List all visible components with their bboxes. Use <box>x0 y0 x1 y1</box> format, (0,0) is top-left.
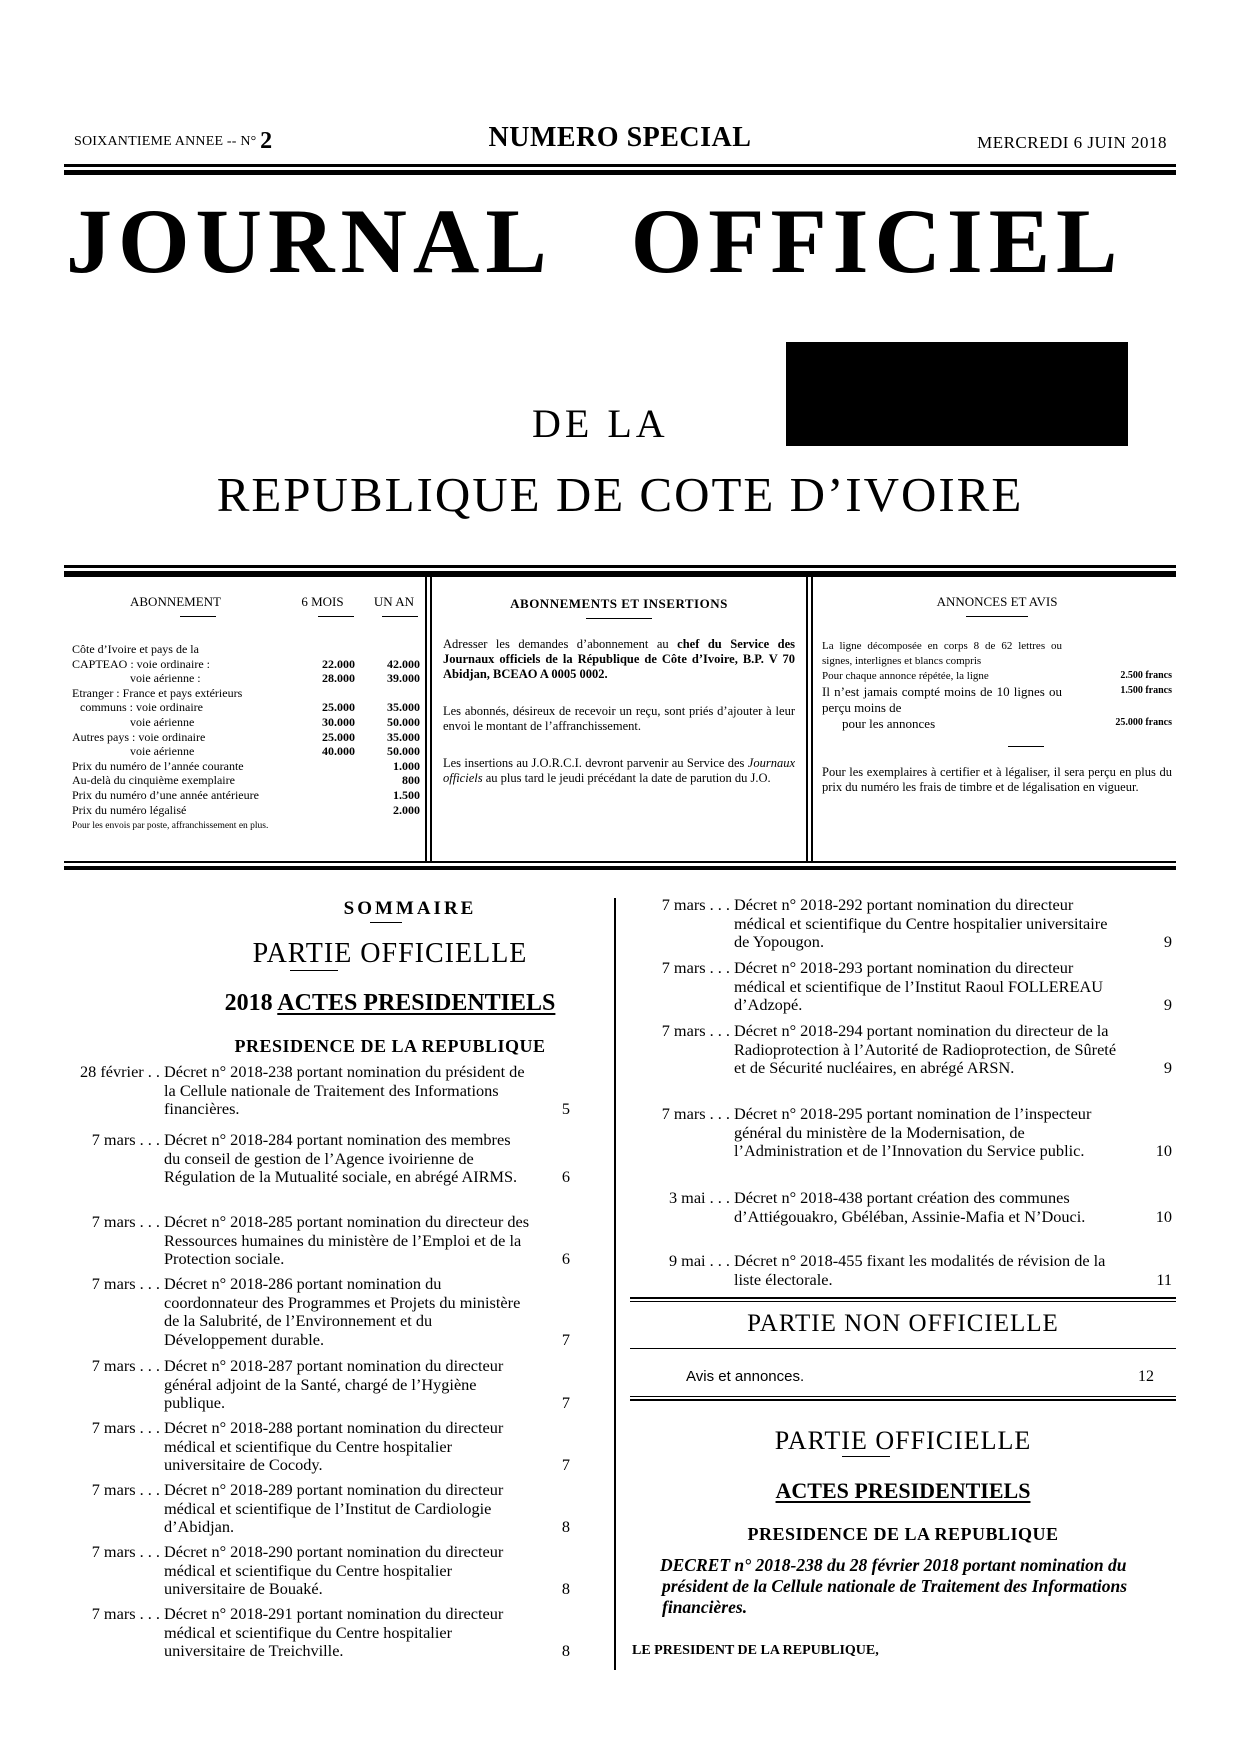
avis-page: 12 <box>1138 1368 1154 1385</box>
box-divider-1b <box>430 577 432 861</box>
abonnement-title: ABONNEMENT <box>130 594 221 609</box>
annonces-line-3-tail: pour les annonces <box>842 716 936 731</box>
price-row: Prix du numéro de l’année courante 1.000 <box>72 758 420 773</box>
toc-entry: 7 mars . . . Décret n° 2018-290 portant nomination du directeur médical et scientifique du Centre hospitalier universitaire de Bouaké. 8 <box>91 1542 570 1599</box>
insertions-p3: Les insertions au J.O.R.C.I. devront parvenir au Service des Journaux officiels au plus tard le jeudi précédant la date de parution du J.O. <box>443 756 795 785</box>
toc-entry: 7 mars . . . Décret n° 2018-294 portant nomination du directeur de la Radioprotection à l’Autorité de Radioprotection, de Sûreté et de Sécurité nucléaires, en abrégé ARSN. 9 <box>661 1021 1172 1078</box>
annonces-title: ANNONCES ET AVIS <box>936 594 1058 609</box>
toc-entry: 7 mars . . . Décret n° 2018-284 portant nomination des membres du conseil de gestion de l’Agence ivoirienne de Régulation de la Mutualité sociale, en abrégé AIRMS. 6 <box>91 1130 570 1187</box>
toc-entry: 7 mars . . . Décret n° 2018-287 portant nomination du directeur général adjoint de la Santé, chargé de l’Hygiène publique. 7 <box>91 1356 570 1413</box>
price-row: Prix du numéro d’une année antérieure 1.500 <box>72 787 420 802</box>
box-top-rule-thick <box>64 571 1176 577</box>
sommaire-presidence: PRESIDENCE DE LA REPUBLIQUE <box>234 1036 546 1056</box>
box-divider-2a <box>806 577 808 861</box>
annonces-line-3: Il n’est jamais compté moins de 10 lignes ou perçu moins de <box>822 684 1062 715</box>
rate-row: voie aérienne 40.000 50.000 <box>130 744 420 759</box>
annonces-price-2: 1.500 francs <box>1120 685 1172 696</box>
issue-date: MERCREDI 6 JUIN 2018 <box>977 133 1167 152</box>
toc-entry: 7 mars . . . Décret n° 2018-292 portant nomination du directeur médical et scientifique du Centre hospitalier universitaire de Yopougon. 9 <box>661 895 1172 952</box>
toc-entry: 7 mars . . . Décret n° 2018-293 portant nomination du directeur médical et scientifique de l’Institut Raoul FOLLEREAU d’Adzopé. 9 <box>661 958 1172 1015</box>
rate-row: Autres pays : voie ordinaire 25.000 35.000 <box>72 729 420 744</box>
body-partie-officielle: PARTIE OFFICIELLE <box>774 1426 1032 1455</box>
edition-label: NUMERO SPECIAL <box>488 122 752 153</box>
box-bottom-rule-thick <box>64 866 1176 870</box>
decree-title: DECRET n° 2018-238 du 28 février 2018 portant nomination du président de la Cellule nationale de Traitement des Informations financières. <box>660 1555 1128 1617</box>
toc-entry: 3 mai . . . Décret n° 2018-438 portant création des communes d’Attiégouakro, Gbéléban, Assinie-Mafia et N’Douci. 10 <box>668 1188 1172 1226</box>
abonnement-panel <box>72 594 420 834</box>
postal-note: Pour les envois par poste, affranchissement en plus. <box>72 821 269 832</box>
masthead-journal: JOURNAL <box>66 190 553 292</box>
decree-opening: LE PRESIDENT DE LA REPUBLIQUE, <box>632 1643 879 1658</box>
redaction-block <box>786 342 1128 446</box>
body-presidence: PRESIDENCE DE LA REPUBLIQUE <box>747 1524 1059 1544</box>
toc-entry: 7 mars . . . Décret n° 2018-288 portant nomination du directeur médical et scientifique du Centre hospitalier universitaire de Cocody. 7 <box>91 1418 570 1475</box>
rate-row: Côte d’Ivoire et pays de la <box>72 642 199 656</box>
rate-row: CAPTEAO : voie ordinaire : 22.000 42.000 <box>72 656 420 671</box>
annonces-line-2: Pour chaque annonce répétée, la ligne <box>822 670 989 682</box>
masthead-officiel: OFFICIEL <box>630 190 1124 292</box>
sommaire-partie-officielle: PARTIE OFFICIELLE <box>252 938 528 969</box>
price-row: Au-delà du cinquième exemplaire 800 <box>72 773 420 788</box>
price-row: Prix du numéro légalisé 2.000 <box>72 802 420 817</box>
toc-entry: 7 mars . . . Décret n° 2018-285 portant nomination du directeur des Ressources humaines du ministère de l’Emploi et de la Protection sociale. 6 <box>91 1212 570 1269</box>
annonces-line-1: La ligne décomposée en corps 8 de 62 lettres ou signes, interlignes et blancs compris <box>822 640 1062 667</box>
rate-row: voie aérienne 30.000 50.000 <box>130 714 420 729</box>
toc-entry: 7 mars . . . Décret n° 2018-291 portant nomination du directeur médical et scientifique du Centre hospitalier universitaire de Treichville. 8 <box>91 1604 570 1661</box>
issue-number: 2 <box>260 128 273 154</box>
toc-entry: 7 mars . . . Décret n° 2018-295 portant nomination de l’inspecteur général du ministère de la Modernisation, de l’Administration et de l’Innovation du Service public. 10 <box>661 1104 1172 1161</box>
rate-row: Etranger : France et pays extérieurs <box>72 685 243 700</box>
box-divider-2b <box>811 577 813 861</box>
toc-entry: 9 mai . . . Décret n° 2018-455 fixant les modalités de révision de la liste électorale. 11 <box>668 1251 1172 1289</box>
box-bottom-rule <box>64 861 1176 863</box>
avis-annonces: Avis et annonces. <box>686 1368 805 1385</box>
sommaire-actes: 2018 ACTES PRESIDENTIELS <box>224 990 556 1016</box>
col-6mois: 6 MOIS <box>301 594 344 609</box>
masthead-de-la: DE LA <box>532 401 669 446</box>
col-an: UN AN <box>373 594 414 609</box>
toc-entry: 7 mars . . . Décret n° 2018-289 portant nomination du directeur médical et scientifique de l’Institut de Cardiologie d’Abidjan. 8 <box>91 1480 570 1537</box>
annonces-certification: Pour les exemplaires à certifier et à légaliser, il sera perçu en plus du prix du numéro les frais de timbre et de légalisation en vigueur. <box>822 765 1172 794</box>
toc-entry: 7 mars . . . Décret n° 2018-286 portant nomination du coordonnateur des Programmes et Projets du ministère de la Salubrité, de l’Environnement et du Développement durable. 7 <box>91 1274 570 1349</box>
box-divider-1a <box>425 577 427 861</box>
insertions-p2: Les abonnés, désireux de recevoir un reçu, sont priés d’ajouter à leur envoi le montant de l’affranchissement. <box>443 704 795 733</box>
sommaire-title: SOMMAIRE <box>343 898 477 919</box>
insertions-p1: Adresser les demandes d’abonnement au chef du Service des Journaux officiels de la République de Côte d’Ivoire, B.P. V 70 Abidjan, BCEAO A 0005 0002. <box>443 637 795 681</box>
rate-row: communs : voie ordinaire 25.000 35.000 <box>80 700 420 715</box>
masthead-title <box>66 190 1124 292</box>
annonces-price-3: 25.000 francs <box>1115 717 1172 728</box>
header-rule-thick <box>64 170 1176 175</box>
header-rule <box>64 164 1176 167</box>
annonces-price-1: 2.500 francs <box>1120 670 1172 681</box>
insertions-panel <box>443 596 795 786</box>
partie-non-officielle: PARTIE NON OFFICIELLE <box>747 1310 1059 1337</box>
annonces-rates <box>822 639 1172 732</box>
annonces-panel <box>822 594 1172 795</box>
toc-entry: 28 février . . Décret n° 2018-238 portant nomination du président de la Cellule nationale de Traitement des Informations financières. 5 <box>79 1062 570 1119</box>
body-actes: ACTES PRESIDENTIELS <box>775 1478 1031 1503</box>
masthead-country: REPUBLIQUE DE COTE D’IVOIRE <box>216 467 1024 522</box>
rate-row: voie aérienne : 28.000 39.000 <box>130 671 420 686</box>
abonnement-header <box>72 594 420 610</box>
abonnement-rates <box>72 642 420 834</box>
box-top-rule <box>64 565 1176 568</box>
insertions-title: ABONNEMENTS ET INSERTIONS <box>510 596 728 611</box>
issue-prefix: SOIXANTIEME ANNEE -- N° <box>74 134 257 149</box>
